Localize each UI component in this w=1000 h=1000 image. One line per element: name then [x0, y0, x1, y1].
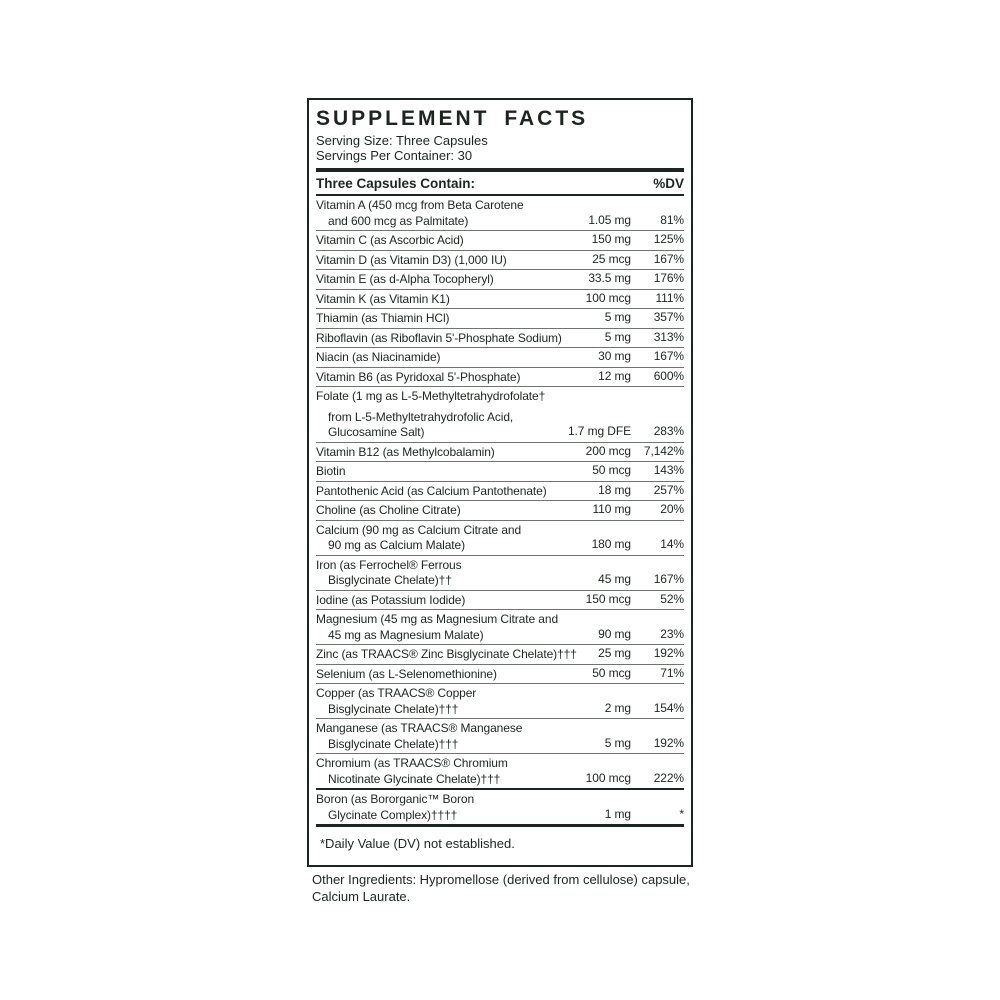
nutrient-name: Manganese (as TRAACS® Manganese Bisglycinate Chelate)††† [316, 721, 523, 751]
nutrient-dv: 167% [653, 572, 684, 586]
nutrient-row [316, 308, 684, 328]
nutrient-amount: 1 mg [604, 806, 631, 821]
nutrient-dv: 192% [653, 735, 684, 750]
nutrient-amount: 5 mg [604, 310, 631, 324]
nutrient-amount: 2 mg [604, 700, 631, 715]
nutrient-dv: 7,142% [643, 443, 684, 458]
nutrient-amount: 150 mcg [585, 591, 631, 606]
nutrient-dv: 111% [655, 290, 684, 305]
nutrient-amount: 180 mg [591, 537, 631, 551]
nutrient-amount: 5 mg [604, 329, 631, 344]
nutrient-amount: 50 mcg [592, 665, 631, 680]
table-header [316, 172, 684, 196]
nutrient-amount: 25 mcg [592, 251, 631, 266]
nutrient-name: Vitamin C (as Ascorbic Acid) [316, 233, 464, 247]
nutrient-amount: 100 mcg [585, 770, 631, 785]
nutrient-dv: 192% [653, 646, 684, 660]
nutrient-dv: 71% [660, 665, 684, 680]
nutrient-name: Selenium (as L-Selenomethionine) [316, 666, 497, 681]
nutrient-name: Pantothenic Acid (as Calcium Pantothenate) [316, 483, 547, 498]
dv-header: %DV [653, 176, 684, 191]
nutrient-amount: 1.05 mg [588, 212, 631, 227]
nutrient-dv: 167% [653, 251, 684, 266]
nutrient-name: Magnesium (45 mg as Magnesium Citrate and 45 mg as Magnesium Malate) [316, 612, 559, 642]
nutrient-row [316, 289, 684, 309]
nutrient-row [316, 367, 684, 387]
nutrient-dv: 357% [653, 310, 684, 324]
nutrient-row [316, 269, 684, 289]
nutrient-name: Vitamin E (as d-Alpha Tocopheryl) [316, 272, 494, 286]
nutrient-dv: 176% [653, 271, 684, 285]
supplement-facts-panel [307, 98, 693, 867]
nutrient-row [316, 644, 684, 664]
serving-size: Serving Size: Three Capsules [316, 133, 488, 148]
nutrient-name: Boron (as Bororganic™ Boron Glycinate Complex)†††† [316, 792, 475, 822]
nutrient-dv: 125% [653, 232, 684, 246]
nutrient-amount: 33.5 mg [588, 271, 631, 285]
nutrient-amount: 110 mg [592, 502, 631, 516]
nutrient-name: Choline (as Choline Citrate) [316, 503, 461, 517]
nutrient-row [316, 664, 684, 684]
nutrient-dv: 313% [653, 329, 684, 344]
nutrient-row [316, 753, 684, 788]
nutrient-row [316, 230, 684, 250]
nutrient-dv: 222% [653, 770, 684, 785]
serving-info [316, 133, 684, 172]
nutrient-row [316, 590, 684, 610]
nutrient-row [316, 500, 684, 520]
nutrient-name: Iodine (as Potassium Iodide) [316, 592, 466, 607]
nutrient-amount: 30 mg [598, 349, 631, 363]
nutrient-dv: * [679, 806, 684, 821]
nutrient-dv: 600% [653, 368, 684, 383]
nutrient-row [316, 718, 684, 753]
nutrient-name: Riboflavin (as Riboflavin 5'-Phosphate Sodium) [316, 330, 562, 345]
nutrient-amount: 45 mg [598, 572, 631, 586]
nutrient-row [316, 555, 684, 590]
nutrient-amount: 200 mcg [585, 443, 631, 458]
nutrient-dv: 52% [660, 591, 684, 606]
nutrient-row [316, 347, 684, 367]
nutrient-dv: 14% [660, 537, 684, 551]
nutrient-row [316, 520, 684, 555]
nutrient-name: Thiamin (as Thiamin HCl) [316, 311, 450, 325]
nutrient-dv: 143% [653, 463, 684, 477]
nutrient-name: Vitamin D (as Vitamin D3) (1,000 IU) [316, 252, 507, 267]
nutrient-row [316, 609, 684, 644]
servings-per-container: Servings Per Container: 30 [316, 148, 473, 163]
nutrient-row [316, 328, 684, 348]
nutrient-name: Vitamin K (as Vitamin K1) [316, 291, 450, 306]
nutrient-name: Niacin (as Niacinamide) [316, 350, 441, 364]
nutrient-name: Vitamin A (450 mcg from Beta Carotene and 600 mcg as Palmitate) [316, 198, 524, 228]
nutrient-row [316, 196, 684, 230]
nutrient-dv: 20% [660, 502, 684, 516]
dv-footnote: *Daily Value (DV) not established. [316, 824, 684, 865]
nutrient-dv: 283% [653, 424, 684, 438]
panel-title: SUPPLEMENT FACTS [316, 107, 589, 130]
nutrient-name: Zinc (as TRAACS® Zinc Bisglycinate Chelate)††† [316, 647, 577, 661]
nutrient-dv: 257% [653, 482, 684, 497]
nutrient-name: Folate (1 mg as L-5-Methyltetrahydrofolate† from L-5-Methyltetrahydrofolic Acid, Glucosamine Salt) [316, 389, 546, 439]
nutrient-amount: 1.7 mg DFE [567, 424, 631, 438]
nutrient-row [316, 386, 684, 442]
nutrient-name: Vitamin B12 (as Methylcobalamin) [316, 444, 495, 459]
nutrient-dv: 81% [660, 212, 684, 227]
nutrient-row [316, 250, 684, 270]
nutrient-amount: 90 mg [598, 626, 631, 641]
nutrient-name: Chromium (as TRAACS® Chromium Nicotinate Glycinate Chelate)††† [316, 756, 508, 786]
nutrient-row [316, 442, 684, 462]
nutrient-dv: 154% [653, 700, 684, 715]
nutrient-amount: 12 mg [598, 368, 631, 383]
facts-rows [316, 196, 684, 824]
nutrient-row [316, 461, 684, 481]
nutrient-amount: 25 mg [598, 646, 631, 660]
nutrient-row [316, 481, 684, 501]
nutrient-dv: 167% [653, 349, 684, 363]
nutrient-name: Biotin [316, 464, 346, 478]
nutrient-name: Vitamin B6 (as Pyridoxal 5'-Phosphate) [316, 369, 521, 384]
nutrient-amount: 100 mcg [585, 290, 631, 305]
nutrient-amount: 150 mg [591, 232, 631, 246]
nutrient-row [316, 788, 684, 824]
column-header: Three Capsules Contain: [316, 176, 476, 191]
nutrient-name: Iron (as Ferrochel® Ferrous Bisglycinate Chelate)†† [316, 557, 462, 587]
other-ingredients: Other Ingredients: Hypromellose (derived from cellulose) capsule, Calcium Laurate. [312, 872, 690, 904]
nutrient-amount: 5 mg [604, 735, 631, 750]
nutrient-amount: 18 mg [598, 482, 631, 497]
nutrient-name: Copper (as TRAACS® Copper Bisglycinate Chelate)††† [316, 686, 477, 716]
nutrient-amount: 50 mcg [592, 463, 631, 477]
nutrient-row [316, 683, 684, 718]
nutrient-name: Calcium (90 mg as Calcium Citrate and 90 mg as Calcium Malate) [316, 522, 522, 552]
nutrient-dv: 23% [660, 626, 684, 641]
